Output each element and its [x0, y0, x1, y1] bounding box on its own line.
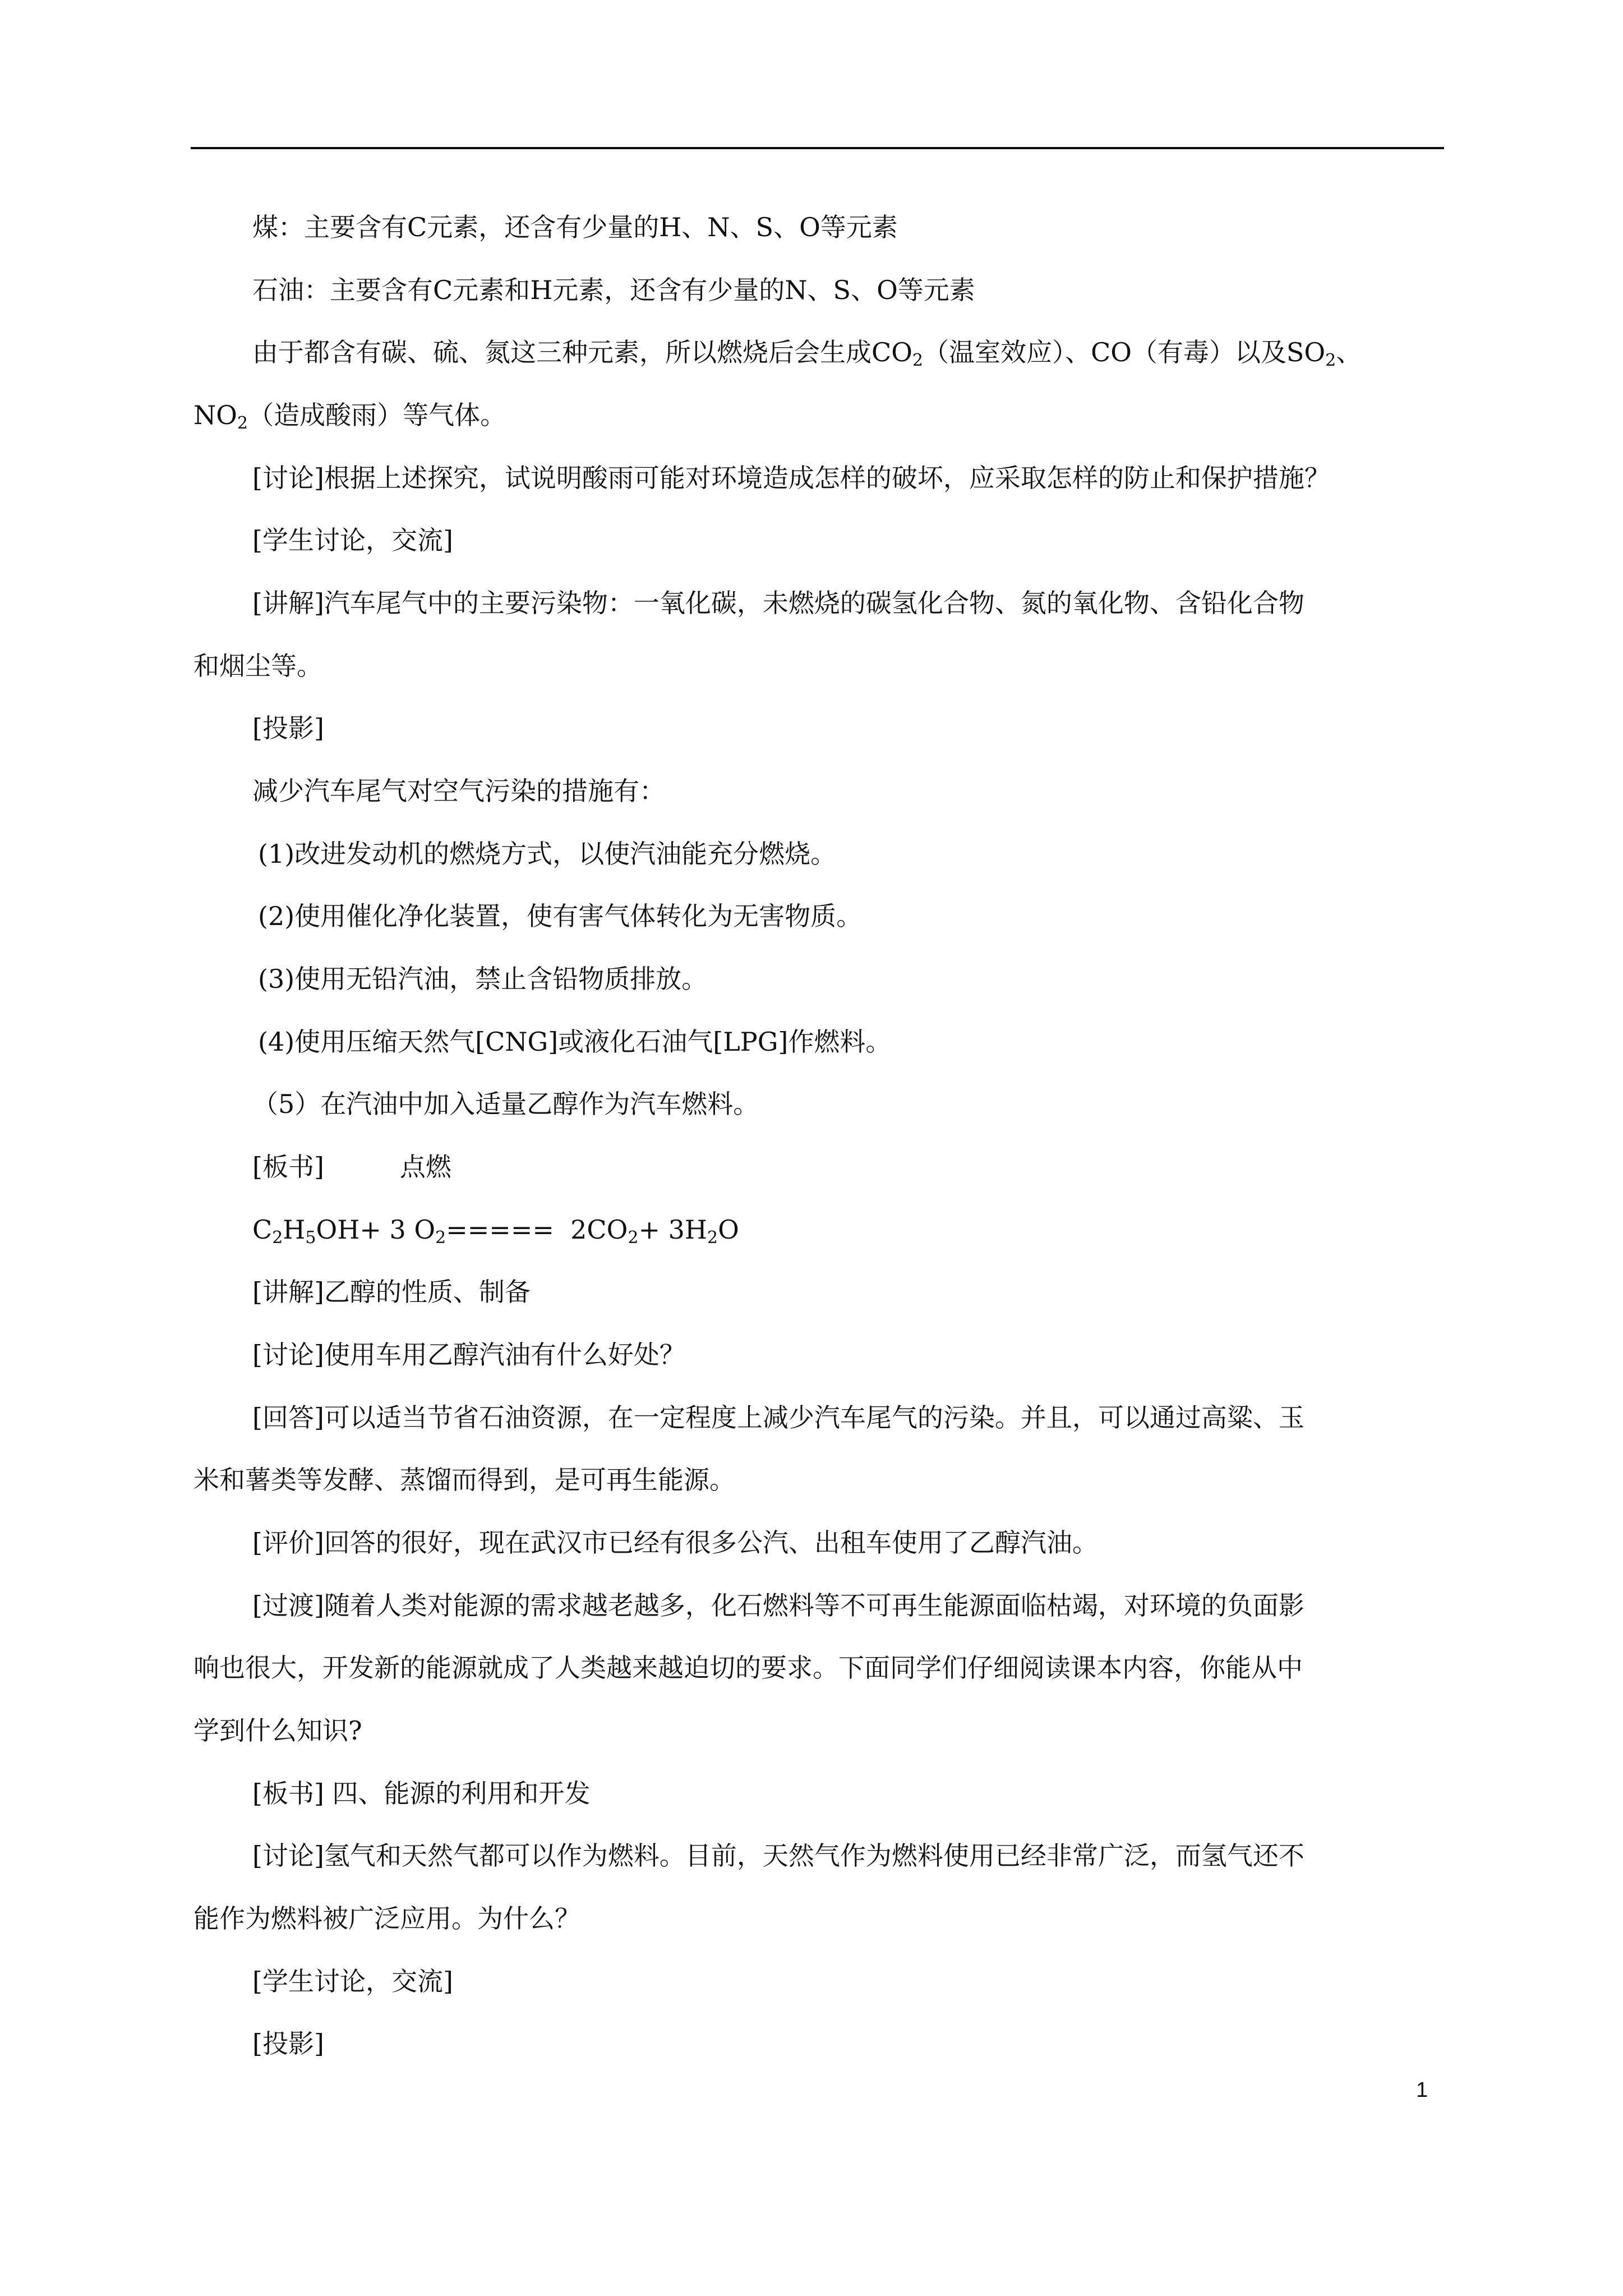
text: + 3H — [638, 1214, 707, 1245]
subscript: 2 — [272, 1228, 283, 1248]
answer-line-2: 米和薯类等发酵、蒸馏而得到，是可再生能源。 — [193, 1465, 735, 1495]
subscript: 2 — [1325, 351, 1336, 370]
text: C — [252, 1214, 273, 1245]
answer-line-1: [回答]可以适当节省石油资源，在一定程度上减少汽车尾气的污染。并且，可以通过高粱、玉 — [252, 1402, 1304, 1433]
discussion-hydrogen-line-2: 能作为燃料被广泛应用。为什么？ — [193, 1903, 580, 1934]
subscript: 2 — [912, 351, 924, 370]
text: 、 — [1336, 337, 1362, 367]
reaction-condition: 点燃 — [399, 1152, 451, 1182]
board-writing-condition — [252, 1150, 451, 1184]
explanation-exhaust-line-2: 和烟尘等。 — [193, 651, 322, 681]
ethanol-combustion-equation — [252, 1213, 739, 1246]
subscript: 2 — [237, 413, 248, 433]
evaluation: [评价]回答的很好，现在武汉市已经有很多公汽、出租车使用了乙醇汽油。 — [252, 1527, 1098, 1558]
board-label: [板书] — [252, 1152, 324, 1182]
text: （温室效应）、CO（有毒）以及SO — [923, 337, 1326, 367]
text: 由于都含有碳、硫、氮这三种元素，所以燃烧后会生成CO — [252, 337, 912, 367]
projection-label: [投影] — [252, 713, 324, 743]
transition-line-2: 响也很大，开发新的能源就成了人类越来越迫切的要求。下面同学们仔细阅读课本内容，你能从中 — [193, 1653, 1303, 1683]
combustion-gases-line-2 — [193, 398, 506, 432]
student-discussion: [学生讨论，交流] — [252, 525, 453, 555]
combustion-gases-line-1 — [252, 335, 1362, 369]
text: O — [718, 1214, 739, 1245]
page-number: 1 — [1416, 2078, 1428, 2102]
explanation-exhaust-line-1: [讲解]汽车尾气中的主要污染物：一氧化碳，未燃烧的碳氢化合物、氮的氧化物、含铅化合物 — [252, 588, 1304, 618]
explanation-ethanol: [讲解]乙醇的性质、制备 — [252, 1277, 531, 1307]
measure-item: (4)使用压缩天然气[CNG]或液化石油气[LPG]作燃料。 — [258, 1027, 892, 1057]
text: H — [283, 1214, 306, 1245]
subscript: 2 — [707, 1228, 718, 1248]
projection-label: [投影] — [252, 2028, 324, 2059]
measure-item: （5）在汽油中加入适量乙醇作为汽车燃料。 — [252, 1089, 759, 1119]
measure-item: (1)改进发动机的燃烧方式，以使汽油能充分燃烧。 — [258, 839, 837, 869]
subscript: 5 — [305, 1228, 316, 1248]
coal-composition: 煤：主要含有C元素，还含有少量的H、N、S、O等元素 — [252, 212, 898, 242]
board-writing-energy: [板书] 四、能源的利用和开发 — [252, 1778, 591, 1809]
subscript: 2 — [435, 1228, 446, 1248]
measures-title: 减少汽车尾气对空气污染的措施有： — [252, 776, 665, 806]
text: ===== 2CO — [446, 1214, 628, 1245]
subscript: 2 — [628, 1228, 639, 1248]
oil-composition: 石油：主要含有C元素和H元素，还含有少量的N、S、O等元素 — [252, 275, 975, 305]
text: NO — [193, 400, 237, 430]
text: OH+ 3 O — [316, 1214, 436, 1245]
transition-line-3: 学到什么知识? — [193, 1715, 362, 1746]
discussion-ethanol: [讨论]使用车用乙醇汽油有什么好处？ — [252, 1340, 685, 1370]
transition-line-1: [过渡]随着人类对能源的需求越老越多，化石燃料等不可再生能源面临枯竭，对环境的负面影 — [252, 1590, 1304, 1621]
text: （造成酸雨）等气体。 — [248, 400, 506, 430]
discussion-acid-rain: [讨论]根据上述探究，试说明酸雨可能对环境造成怎样的破坏，应采取怎样的防止和保护措施？ — [252, 463, 1330, 493]
measure-item: (3)使用无铅汽油，禁止含铅物质排放。 — [258, 964, 708, 994]
student-discussion: [学生讨论，交流] — [252, 1966, 453, 1996]
measure-item: (2)使用催化净化装置，使有害气体转化为无害物质。 — [258, 901, 863, 931]
discussion-hydrogen-line-1: [讨论]氢气和天然气都可以作为燃料。目前，天然气作为燃料使用已经非常广泛，而氢气还不 — [252, 1841, 1304, 1871]
header-rule — [191, 147, 1444, 149]
